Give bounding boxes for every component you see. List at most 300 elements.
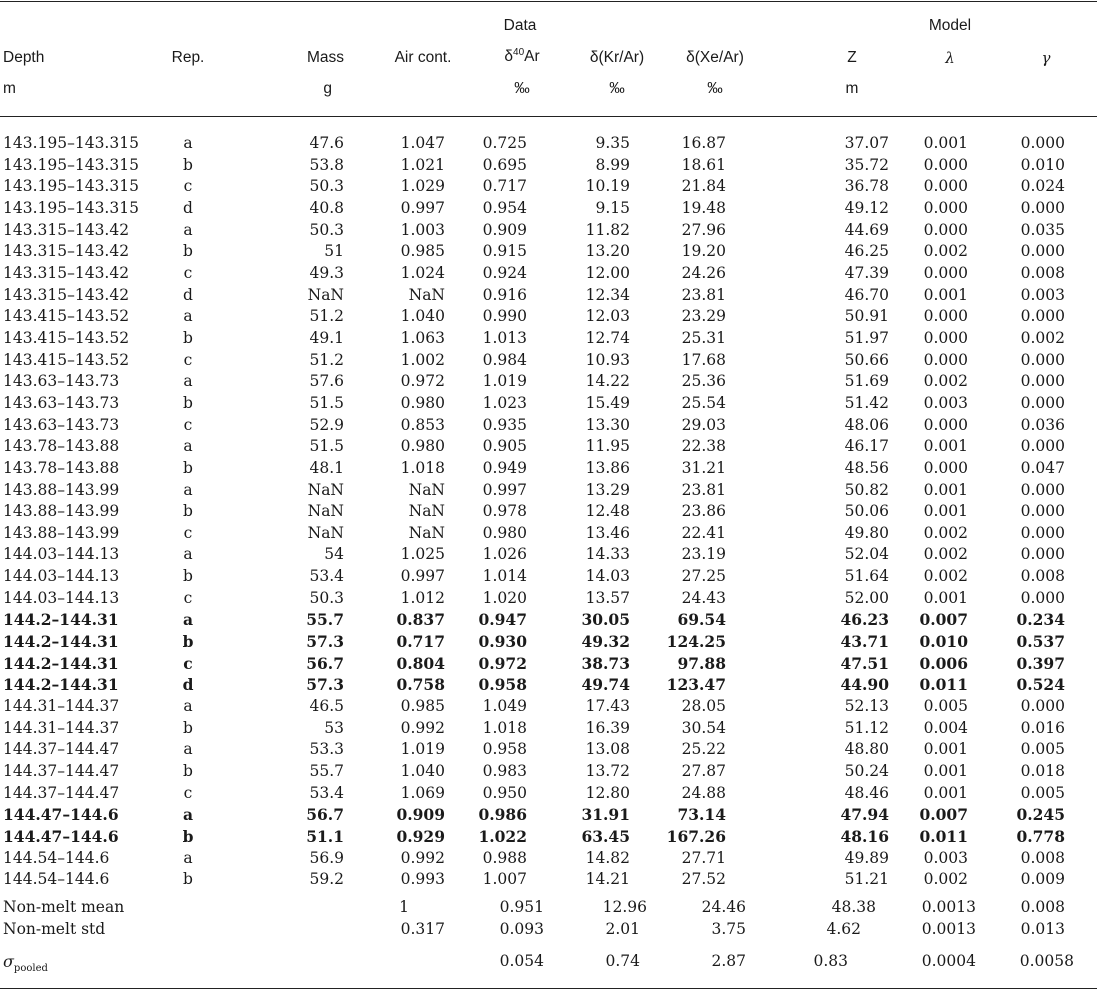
air-content-cell: 0.717 [396,632,445,652]
dkr-ar-cell: 49.74 [581,675,630,695]
gamma-cell: 0.000 [1020,437,1065,456]
lambda-cell: 0.000 [923,307,968,326]
rep-cell: b [183,870,193,889]
sigma-subscript: pooled [13,963,48,975]
d40ar-cell: 0.935 [482,415,527,434]
table-row [0,263,1097,285]
summary-mean-gamma: 0.008 [1020,898,1065,916]
z-cell: 50.91 [844,307,889,326]
table-top-rule [0,1,1097,2]
air-content-cell: NaN [408,285,445,304]
depth-cell: 143.88–143.99 [3,523,120,542]
table-row [0,848,1097,870]
dkr-ar-cell: 14.33 [585,545,630,564]
dxe-ar-cell: 25.36 [681,372,726,391]
mass-cell: 40.8 [309,198,344,217]
depth-cell: 143.415–143.52 [3,328,130,347]
gamma-cell: 0.000 [1020,134,1065,152]
table-row [0,458,1097,480]
air-content-cell: 1.019 [400,740,445,759]
d40ar-cell: 1.026 [482,545,527,564]
lambda-cell: 0.000 [923,177,968,196]
lambda-cell: 0.002 [923,523,968,542]
air-content-cell: 0.992 [400,718,445,737]
dxe-ar-cell: 27.87 [681,762,726,781]
z-cell: 36.78 [844,177,889,196]
unit-dkr-ar: ‰ [609,80,625,97]
dxe-ar-cell: 16.87 [681,134,726,152]
air-content-cell: NaN [408,502,445,521]
depth-cell: 143.315–143.42 [3,263,130,282]
rep-cell: a [183,480,193,499]
dkr-ar-cell: 14.22 [585,372,630,391]
mass-cell: 49.3 [309,263,344,282]
d40ar-cell: 0.950 [482,783,527,802]
table-row [0,718,1097,740]
rep-cell: b [182,632,194,652]
mass-cell: NaN [307,480,344,499]
lambda-cell: 0.000 [923,328,968,347]
depth-cell: 143.195–143.315 [3,155,139,174]
z-cell: 46.25 [844,242,889,261]
air-content-cell: 1.003 [400,220,445,239]
air-content-cell: 0.985 [400,697,445,716]
depth-cell: 143.195–143.315 [3,134,139,152]
summary-pooled-lambda: 0.0004 [921,952,976,970]
d40ar-cell: 0.695 [482,155,527,174]
table-row [0,198,1097,220]
depth-cell: 144.47–144.6 [3,827,119,846]
summary-mean-ar: 0.951 [499,898,544,916]
z-cell: 47.94 [840,805,889,825]
col-header-lambda: λ [945,49,955,67]
col-header-dkr-ar: δ(Kr/Ar) [589,49,645,66]
rep-cell: b [183,502,193,521]
table-row [0,826,1097,848]
mass-cell: 48.1 [309,458,344,477]
d40ar-sup: 40 [513,47,525,58]
d40ar-cell: 0.958 [478,675,527,695]
z-cell: 50.82 [844,480,889,499]
table-row [0,783,1097,805]
dkr-ar-cell: 11.82 [585,220,630,239]
table-row [0,588,1097,610]
dxe-ar-cell: 123.47 [666,675,726,695]
d40ar-cell: 0.990 [482,307,527,326]
depth-cell: 143.63–143.73 [3,415,120,434]
gamma-cell: 0.000 [1020,393,1065,412]
z-cell: 35.72 [844,155,889,174]
air-content-cell: 1.063 [400,328,445,347]
lambda-cell: 0.007 [919,805,968,825]
rep-cell: b [183,155,193,174]
gamma-cell: 0.016 [1020,718,1065,737]
rep-cell: a [182,805,194,825]
d40ar-suffix: Ar [524,48,540,66]
model-group-header: Model [928,17,972,34]
gamma-cell: 0.234 [1016,610,1065,630]
z-cell: 48.46 [844,783,889,802]
mass-cell: 57.6 [309,372,344,391]
d40ar-cell: 0.717 [482,177,527,196]
dxe-ar-cell: 28.05 [681,697,726,716]
dxe-ar-cell: 23.81 [681,285,726,304]
rep-cell: c [183,588,193,607]
dkr-ar-cell: 14.03 [585,567,630,586]
lambda-cell: 0.003 [923,393,968,412]
dxe-ar-cell: 25.31 [681,328,726,347]
table-row [0,696,1097,718]
summary-std-lambda: 0.0013 [921,920,976,938]
gamma-cell: 0.035 [1020,220,1065,239]
lambda-cell: 0.001 [923,134,968,152]
z-cell: 49.80 [844,523,889,542]
dxe-ar-cell: 167.26 [666,827,726,846]
lambda-cell: 0.000 [923,350,968,369]
rep-cell: a [183,740,193,759]
z-cell: 49.12 [844,198,889,217]
summary-std-xe: 3.75 [711,920,746,938]
dkr-ar-cell: 12.03 [585,307,630,326]
depth-cell: 143.415–143.52 [3,350,130,369]
depth-cell: 144.31–144.37 [3,718,120,737]
rep-cell: d [182,675,194,695]
d40ar-cell: 0.986 [478,805,527,825]
depth-cell: 143.315–143.42 [3,242,130,261]
z-cell: 52.04 [844,545,889,564]
lambda-cell: 0.001 [923,502,968,521]
summary-mean-kr: 12.96 [602,898,647,916]
col-header-dxe-ar: δ(Xe/Ar) [686,49,744,66]
depth-cell: 143.195–143.315 [3,198,139,217]
summary-std-gamma: 0.013 [1020,920,1065,938]
d40ar-cell: 1.022 [478,827,527,846]
dkr-ar-cell: 13.20 [585,242,630,261]
dkr-ar-cell: 13.57 [585,588,630,607]
air-content-cell: 0.804 [396,653,445,673]
gamma-cell: 0.036 [1020,415,1065,434]
dkr-ar-cell: 9.15 [595,198,630,217]
dxe-ar-cell: 19.20 [681,242,726,261]
z-cell: 48.06 [844,415,889,434]
table-row [0,501,1097,523]
air-content-cell: 0.837 [396,610,445,630]
rep-cell: a [183,545,193,564]
lambda-cell: 0.001 [923,740,968,759]
dkr-ar-cell: 63.45 [581,827,630,846]
mass-cell: 59.2 [309,870,344,889]
gamma-cell: 0.008 [1020,567,1065,586]
gamma-cell: 0.524 [1016,675,1065,695]
lambda-cell: 0.005 [923,697,968,716]
z-cell: 44.90 [840,675,889,695]
dxe-ar-cell: 27.25 [681,567,726,586]
rep-cell: c [183,783,193,802]
rep-cell: a [183,372,193,391]
gamma-cell: 0.010 [1020,155,1065,174]
table-row [0,306,1097,328]
d40ar-cell: 0.972 [478,653,527,673]
gamma-cell: 0.008 [1020,848,1065,867]
d40ar-cell: 1.007 [482,870,527,889]
lambda-cell: 0.001 [923,588,968,607]
table-row [0,609,1097,631]
table-row [0,653,1097,675]
dxe-ar-cell: 23.86 [681,502,726,521]
col-header-air-content: Air cont. [394,49,452,66]
mass-cell: 53.3 [309,740,344,759]
dxe-ar-cell: 22.38 [681,437,726,456]
depth-cell: 144.03–144.13 [3,567,120,586]
table-row [0,804,1097,826]
gamma-cell: 0.005 [1020,783,1065,802]
dkr-ar-cell: 14.21 [585,870,630,889]
rep-cell: c [183,653,193,673]
depth-cell: 144.2–144.31 [3,632,119,652]
table-row [0,285,1097,307]
d40ar-cell: 0.725 [482,134,527,152]
dxe-ar-cell: 97.88 [677,653,726,673]
dxe-ar-cell: 23.19 [681,545,726,564]
dxe-ar-cell: 22.41 [681,523,726,542]
mass-cell: 51.1 [306,827,344,846]
summary-mean-xe: 24.46 [701,898,746,916]
dxe-ar-cell: 30.54 [681,718,726,737]
mass-cell: 56.9 [309,848,344,867]
dkr-ar-cell: 10.93 [585,350,630,369]
mass-cell: 53.4 [309,783,344,802]
air-content-cell: 1.025 [400,545,445,564]
z-cell: 37.07 [844,134,889,152]
air-content-cell: 1.002 [400,350,445,369]
header-rule [0,116,1097,117]
rep-cell: a [183,307,193,326]
table-row [0,350,1097,372]
z-cell: 43.71 [840,632,889,652]
summary-pooled-gamma: 0.0058 [1019,952,1074,970]
gamma-cell: 0.000 [1020,502,1065,521]
depth-cell: 144.31–144.37 [3,697,120,716]
d40ar-cell: 0.916 [482,285,527,304]
dxe-ar-cell: 124.25 [666,632,726,652]
dxe-ar-cell: 17.68 [681,350,726,369]
dkr-ar-cell: 13.08 [585,740,630,759]
rep-cell: b [183,328,193,347]
mass-cell: 52.9 [309,415,344,434]
mass-cell: 55.7 [306,610,344,630]
rep-cell: a [183,220,193,239]
air-content-cell: 0.980 [400,393,445,412]
depth-cell: 144.2–144.31 [3,675,119,695]
gamma-cell: 0.397 [1016,653,1065,673]
summary-std-ar: 0.093 [499,920,544,938]
dxe-ar-cell: 24.88 [681,783,726,802]
lambda-cell: 0.000 [923,263,968,282]
dkr-ar-cell: 12.34 [585,285,630,304]
unit-mass: g [323,80,332,97]
dxe-ar-cell: 73.14 [677,805,726,825]
rep-cell: a [182,610,194,630]
rep-cell: c [183,263,193,282]
mass-cell: 47.6 [309,134,344,152]
summary-mean-lambda: 0.0013 [921,898,976,916]
lambda-cell: 0.011 [919,675,968,695]
table-row [0,761,1097,783]
z-cell: 51.12 [844,718,889,737]
table-row [0,544,1097,566]
z-cell: 47.39 [844,263,889,282]
dxe-ar-cell: 23.29 [681,307,726,326]
lambda-cell: 0.002 [923,567,968,586]
summary-std-kr: 2.01 [605,920,640,938]
air-content-cell: NaN [408,523,445,542]
d40ar-cell: 0.915 [482,242,527,261]
dkr-ar-cell: 31.91 [581,805,630,825]
table-row [0,176,1097,198]
z-cell: 51.69 [844,372,889,391]
gamma-cell: 0.000 [1020,242,1065,261]
mass-cell: 53.8 [309,155,344,174]
depth-cell: 143.63–143.73 [3,393,120,412]
dkr-ar-cell: 8.99 [595,155,630,174]
depth-cell: 144.03–144.13 [3,588,120,607]
d40ar-cell: 0.924 [482,263,527,282]
lambda-cell: 0.001 [923,285,968,304]
mass-cell: 51 [324,242,344,261]
col-header-d40ar [504,47,539,66]
air-content-cell: 1.021 [400,155,445,174]
table-row [0,155,1097,177]
z-cell: 51.21 [844,870,889,889]
lambda-cell: 0.002 [923,545,968,564]
dxe-ar-cell: 24.43 [681,588,726,607]
mass-cell: 50.3 [309,588,344,607]
unit-depth: m [3,80,16,97]
table-row [0,739,1097,761]
depth-cell: 144.2–144.31 [3,653,119,673]
mass-cell: 56.7 [306,653,344,673]
dxe-ar-cell: 27.52 [681,870,726,889]
gamma-cell: 0.000 [1020,350,1065,369]
d40ar-cell: 0.978 [482,502,527,521]
col-header-mass: Mass [306,49,344,66]
d40ar-cell: 1.020 [482,588,527,607]
z-cell: 44.69 [844,220,889,239]
rep-cell: a [183,848,193,867]
gamma-cell: 0.000 [1020,523,1065,542]
z-cell: 46.70 [844,285,889,304]
air-content-cell: 1.069 [400,783,445,802]
d40ar-cell: 0.984 [482,350,527,369]
rep-cell: b [182,827,194,846]
dkr-ar-cell: 13.86 [585,458,630,477]
gamma-cell: 0.018 [1020,762,1065,781]
summary-pooled-z: 0.83 [813,952,848,970]
mass-cell: 54 [324,545,344,564]
mass-cell: 51.2 [309,307,344,326]
lambda-cell: 0.000 [923,458,968,477]
col-header-gamma: γ [1041,49,1051,67]
col-header-depth: Depth [3,49,45,66]
z-cell: 50.66 [844,350,889,369]
gamma-cell: 0.024 [1020,177,1065,196]
rep-cell: b [183,393,193,412]
z-cell: 50.06 [844,502,889,521]
depth-cell: 143.78–143.88 [3,437,120,456]
d40ar-cell: 0.983 [482,762,527,781]
d40ar-cell: 0.980 [482,523,527,542]
lambda-cell: 0.001 [923,480,968,499]
air-content-cell: 1.024 [400,263,445,282]
dkr-ar-cell: 10.19 [585,177,630,196]
rep-cell: b [183,762,193,781]
summary-pooled-ar: 0.054 [499,952,544,970]
air-content-cell: 0.929 [396,827,445,846]
depth-cell: 143.88–143.99 [3,480,120,499]
lambda-cell: 0.001 [923,762,968,781]
gamma-cell: 0.003 [1020,285,1065,304]
dxe-ar-cell: 25.22 [681,740,726,759]
d40ar-cell: 0.930 [478,632,527,652]
mass-cell: 57.3 [306,632,344,652]
z-cell: 48.80 [844,740,889,759]
table-row [0,480,1097,502]
z-cell: 46.17 [844,437,889,456]
unit-dxe-ar: ‰ [707,80,723,97]
unit-d40ar: ‰ [514,80,530,97]
lambda-cell: 0.004 [923,718,968,737]
d40ar-cell: 0.988 [482,848,527,867]
rep-cell: b [183,718,193,737]
dxe-ar-cell: 24.26 [681,263,726,282]
rep-cell: a [183,437,193,456]
summary-std-label: Non-melt std [3,920,106,938]
rep-cell: c [183,177,193,196]
table-row [0,393,1097,415]
lambda-cell: 0.002 [923,372,968,391]
table-row [0,631,1097,653]
table-row [0,674,1097,696]
depth-cell: 144.54–144.6 [3,848,110,867]
col-header-z: Z [847,49,857,66]
d40ar-cell: 0.949 [482,458,527,477]
air-content-cell: 1.018 [400,458,445,477]
table-row [0,869,1097,891]
summary-mean-label: Non-melt mean [3,898,125,916]
mass-cell: 56.7 [306,805,344,825]
mass-cell: 50.3 [309,177,344,196]
air-content-cell: 0.997 [400,198,445,217]
dkr-ar-cell: 12.00 [585,263,630,282]
z-cell: 52.00 [844,588,889,607]
mass-cell: NaN [307,285,344,304]
summary-std-z: 4.62 [826,920,861,938]
depth-cell: 143.88–143.99 [3,502,120,521]
summary-mean-air: 1 [399,898,409,916]
table-row [0,523,1097,545]
z-cell: 50.24 [844,762,889,781]
rep-cell: a [183,134,193,152]
dxe-ar-cell: 27.96 [681,220,726,239]
depth-cell: 144.47–144.6 [3,805,119,825]
mass-cell: 53 [324,718,344,737]
lambda-cell: 0.006 [919,653,968,673]
lambda-cell: 0.000 [923,220,968,239]
gamma-cell: 0.537 [1016,632,1065,652]
data-table [0,133,1097,891]
dkr-ar-cell: 12.80 [585,783,630,802]
z-cell: 52.13 [844,697,889,716]
